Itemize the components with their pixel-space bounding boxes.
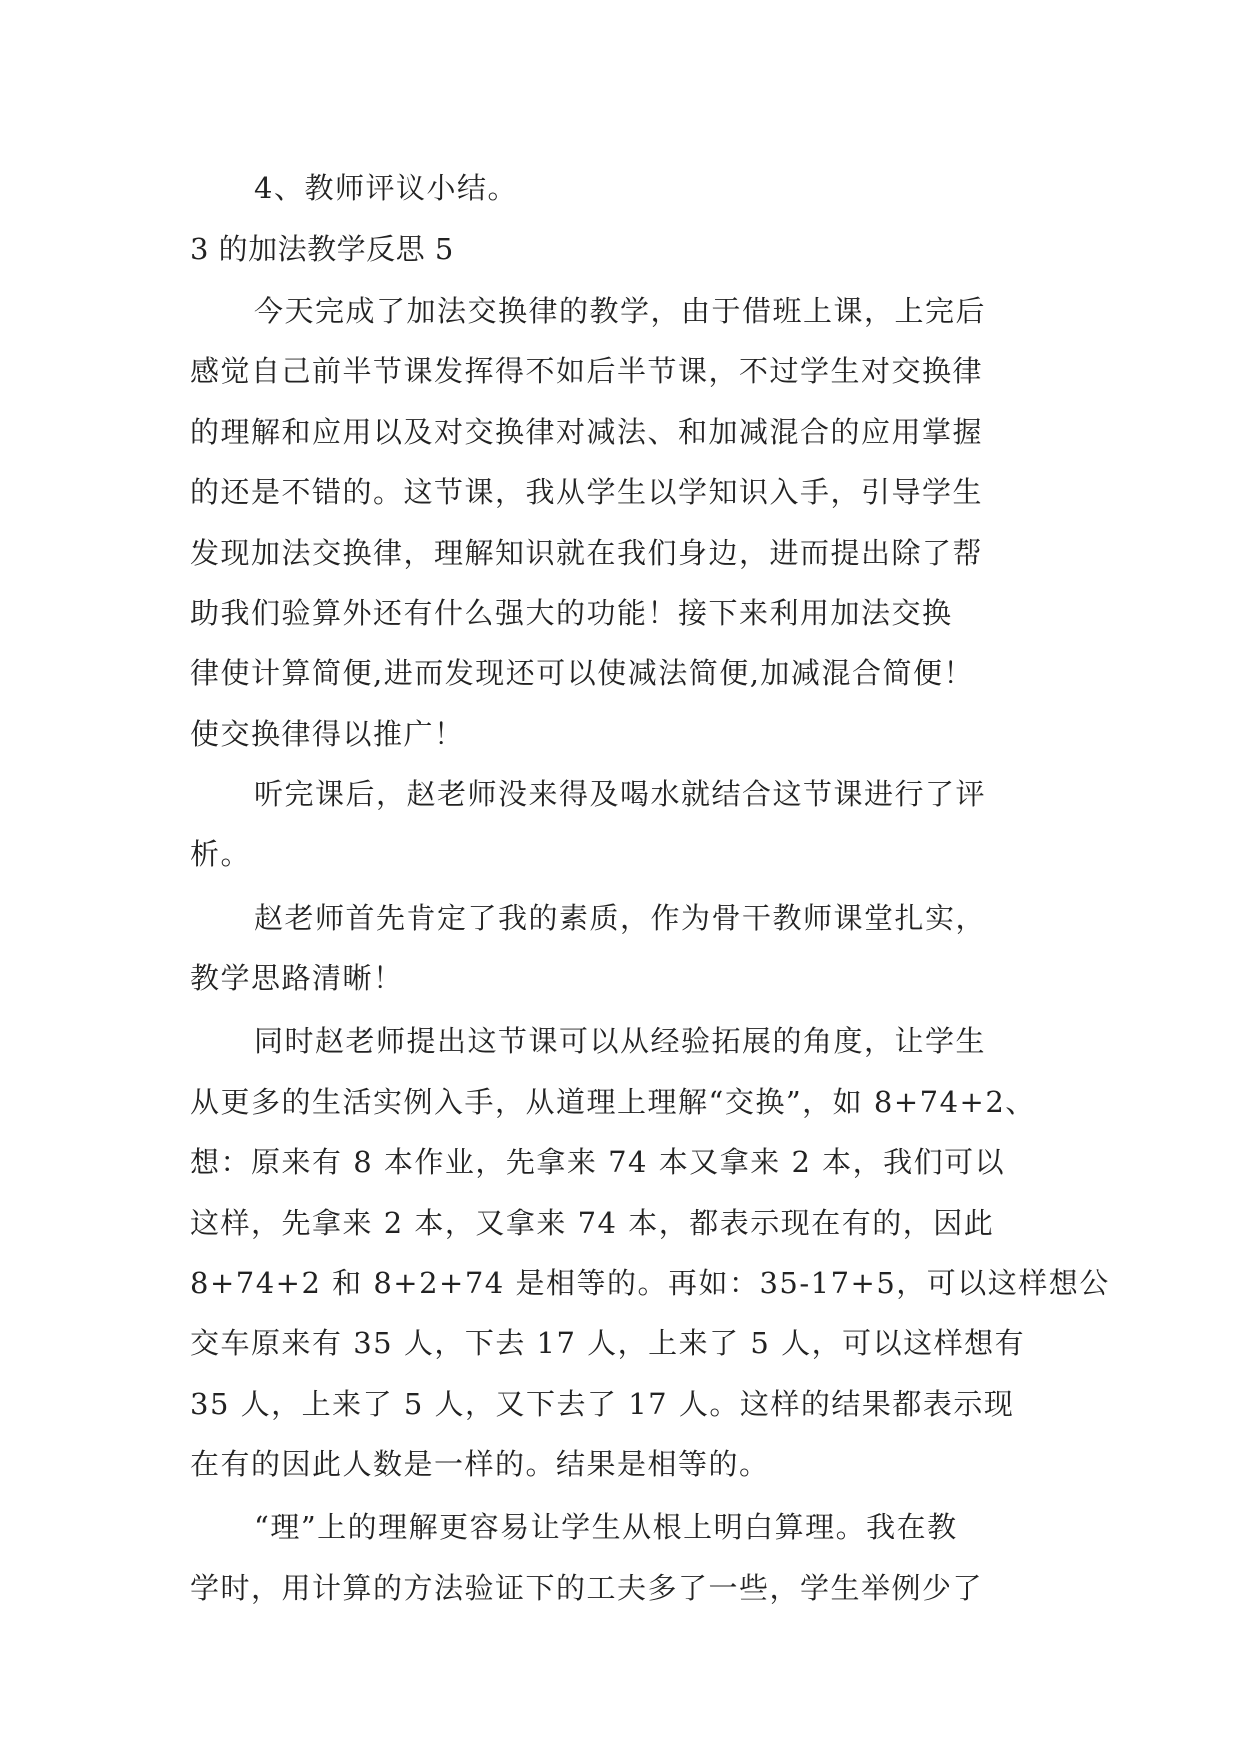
- paragraph-line: 从更多的生活实例入手，从道理上理解“交换”，如 8+74+2、: [190, 1085, 1036, 1119]
- paragraph-line: 赵老师首先肯定了我的素质，作为骨干教师课堂扎实，: [254, 901, 987, 935]
- paragraph-line: “理”上的理解更容易让学生从根上明白算理。我在教: [254, 1510, 958, 1544]
- paragraph-line: 析。: [190, 837, 252, 871]
- paragraph-line: 8+74+2 和 8+2+74 是相等的。再如：35-17+5，可以这样想公: [190, 1266, 1110, 1300]
- paragraph-line: 今天完成了加法交换律的教学，由于借班上课，上完后: [254, 294, 987, 328]
- list-item-summary: 4、教师评议小结。: [254, 171, 518, 205]
- section-heading: 3 的加法教学反思 5: [190, 232, 454, 266]
- paragraph-line: 学时，用计算的方法验证下的工夫多了一些，学生举例少了: [190, 1571, 984, 1605]
- paragraph-line: 在有的因此人数是一样的。结果是相等的。: [190, 1447, 770, 1481]
- paragraph-line: 感觉自己前半节课发挥得不如后半节课，不过学生对交换律: [190, 354, 984, 388]
- paragraph-line: 听完课后，赵老师没来得及喝水就结合这节课进行了评: [254, 777, 987, 811]
- paragraph-line: 的还是不错的。这节课，我从学生以学知识入手，引导学生: [190, 475, 984, 509]
- paragraph-line: 这样，先拿来 2 本，又拿来 74 本，都表示现在有的，因此: [190, 1206, 995, 1240]
- paragraph-line: 35 人，上来了 5 人，又下去了 17 人。这样的结果都表示现: [190, 1387, 1015, 1421]
- paragraph-line: 使交换律得以推广！: [190, 717, 465, 751]
- paragraph-line: 助我们验算外还有什么强大的功能！接下来利用加法交换: [190, 596, 953, 630]
- paragraph-line: 发现加法交换律，理解知识就在我们身边，进而提出除了帮: [190, 536, 984, 570]
- paragraph-line: 律使计算简便,进而发现还可以使减法简便,加减混合简便！: [190, 656, 974, 690]
- paragraph-line: 教学思路清晰！: [190, 961, 404, 995]
- paragraph-line: 的理解和应用以及对交换律对减法、和加减混合的应用掌握: [190, 415, 984, 449]
- paragraph-line: 同时赵老师提出这节课可以从经验拓展的角度，让学生: [254, 1024, 987, 1058]
- paragraph-line: 交车原来有 35 人，下去 17 人，上来了 5 人，可以这样想有: [190, 1326, 1026, 1360]
- paragraph-line: 想：原来有 8 本作业，先拿来 74 本又拿来 2 本，我们可以: [190, 1145, 1006, 1179]
